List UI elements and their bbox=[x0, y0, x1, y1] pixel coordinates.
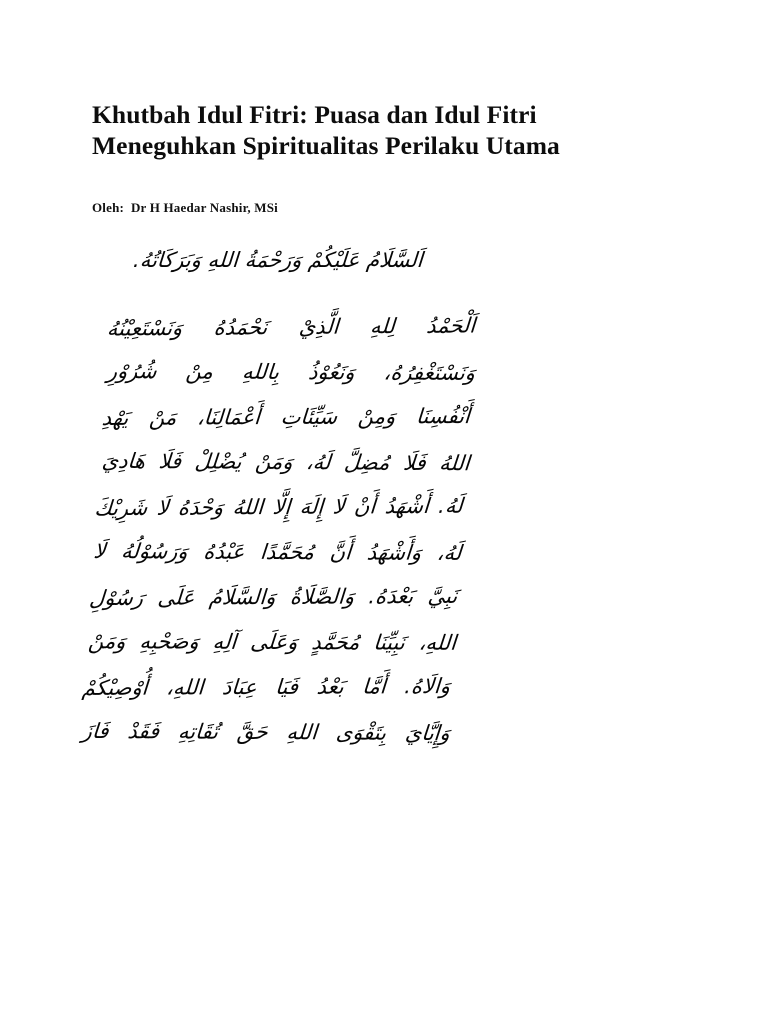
arabic-line: وَالَاهُ. أَمَّا بَعْدُ فَيَا عِبَادَ اللهِ، أُوْصِيْكُمْ bbox=[81, 674, 451, 700]
arabic-line: أَنْفُسِنَا وَمِنْ سَيِّئَاتِ أَعْمَالِنَا، مَنْ يَهْدِ bbox=[101, 404, 471, 430]
arabic-line: لَهُ. أَشْهَدُ أَنْ لَا إِلَهَ إِلَّا اللهُ وَحْدَهُ لَا شَرِيْكَ bbox=[93, 493, 464, 521]
arabic-line: اللهُ فَلَا مُضِلَّ لَهُ، وَمَنْ يُضْلِلْ فَلَا هَادِيَ bbox=[100, 448, 471, 476]
arabic-line: اللهِ، نَبِيِّنَا مُحَمَّدٍ وَعَلَى آلِهِ وَصَحْبِهِ وَمَنْ bbox=[87, 629, 458, 655]
arabic-body-text bbox=[79, 305, 478, 755]
arabic-line: لَهُ، وَأَشْهَدُ أَنَّ مُحَمَّدًا عَبْدُهُ وَرَسُوْلُهُ لَا bbox=[92, 539, 463, 565]
arabic-salutation-text: اَلسَّلَامُ عَلَيْكُمْ وَرَحْمَةُ اللهِ وَبَرَكَاتُهُ. bbox=[132, 248, 424, 272]
arabic-line: اَلْحَمْدُ لِلهِ الَّذِيْ نَحْمَدُهُ وَنَسْتَعِيْنُهُ bbox=[106, 313, 477, 341]
page-title-line-2: Meneguhkan Spiritualitas Perilaku Utama bbox=[92, 131, 560, 161]
arabic-line: وَإِيَّايَ بِتَقْوَى اللهِ حَقَّ تُقَاتِهِ فَقَدْ فَازَ bbox=[81, 718, 451, 746]
arabic-line: وَنَسْتَغْفِرُهُ، وَنَعُوْذُ بِاللهِ مِنْ شُرُوْرِ bbox=[106, 359, 476, 385]
arabic-line: نَبِيَّ بَعْدَهُ. وَالصَّلَاةُ وَالسَّلَامُ عَلَى رَسُوْلِ bbox=[88, 583, 459, 611]
page-title bbox=[92, 99, 692, 161]
page-title-line-1: Khutbah Idul Fitri: Puasa dan Idul Fitri bbox=[92, 100, 537, 130]
author-byline: Oleh: Dr H Haedar Nashir, MSi bbox=[92, 200, 278, 215]
